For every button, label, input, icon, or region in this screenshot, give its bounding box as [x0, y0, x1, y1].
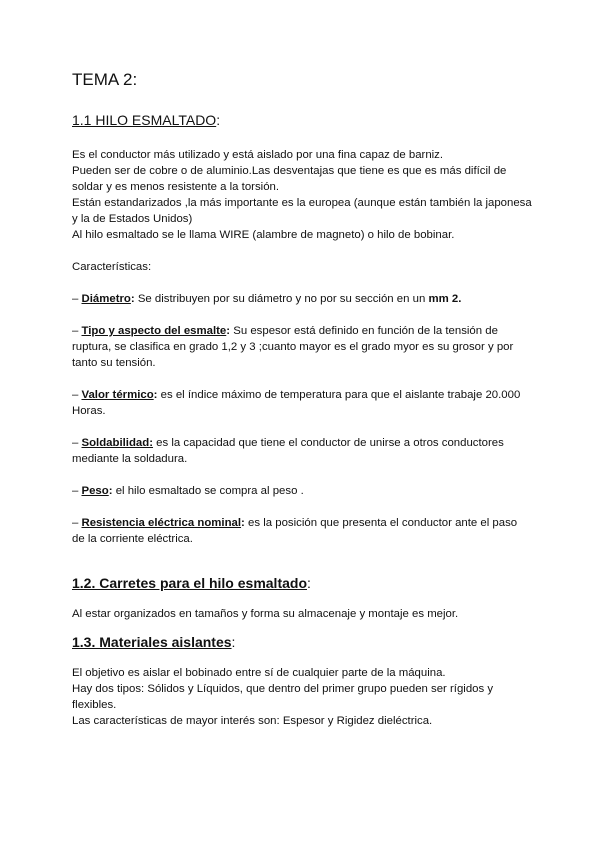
item-term: Resistencia eléctrica nominal: [81, 517, 242, 529]
item-separator: :: [241, 517, 245, 529]
characteristic-item: [72, 515, 532, 547]
characteristic-item: [72, 291, 532, 307]
section-3-heading-text: 1.3. Materiales aislantes: [72, 634, 232, 650]
item-separator: :: [108, 485, 113, 497]
item-separator: :: [153, 389, 158, 401]
section-3-heading-colon: :: [231, 634, 236, 650]
characteristic-item: [72, 435, 532, 467]
section-1-intro-line: Están estandarizados ,la más importante es la europea (aunque están también la japonesa y la de Estados Unidos): [72, 197, 532, 225]
item-dash: –: [72, 389, 82, 401]
section-3-heading: [72, 634, 532, 650]
section-3-body-line: Las características de mayor interés son: Espesor y Rigidez dieléctrica.: [72, 715, 433, 727]
section-1-heading-colon: :: [216, 112, 221, 128]
section-1-heading-text: 1.1 HILO ESMALTADO: [72, 112, 217, 128]
section-2-heading: [72, 575, 532, 591]
item-term: Tipo y aspecto del esmalte: [81, 325, 227, 337]
item-text: Su espesor está definido en función de la tensión de ruptura, se clasifica en grado 1,2 y 3 ;cuanto mayor es el grado myor es su grosor y por tanto su tensión.: [72, 325, 514, 369]
item-text: el hilo esmaltado se compra al peso .: [112, 485, 304, 497]
section-3-body-line: El objetivo es aislar el bobinado entre sí de cualquier parte de la máquina.: [72, 667, 446, 679]
section-1-intro-line: Al hilo esmaltado se le llama WIRE (alambre de magneto) o hilo de bobinar.: [72, 229, 455, 241]
item-separator: :: [226, 325, 231, 337]
item-term: Valor térmico: [81, 389, 154, 401]
section-2-body: Al estar organizados en tamaños y forma su almacenaje y montaje es mejor.: [72, 608, 459, 620]
item-text: es la posición que presenta el conductor ante el paso de la corriente eléctrica.: [72, 517, 518, 545]
document-page: [72, 70, 532, 729]
item-bold-tail: mm 2.: [428, 293, 462, 305]
characteristic-item: [72, 387, 532, 419]
item-term: Peso: [81, 485, 109, 497]
characteristic-item: [72, 483, 532, 499]
item-term: Diámetro: [81, 293, 131, 305]
item-separator: :: [130, 293, 135, 305]
item-text: es la capacidad que tiene el conductor de unirse a otros conductores mediante la soldadura.: [72, 437, 504, 465]
section-2-heading-colon: :: [307, 575, 311, 591]
section-1-intro-line: Pueden ser de cobre o de aluminio.Las desventajas que tiene es que es más difícil de soldar y es menos resistente a la torsión.: [72, 165, 507, 193]
characteristics-label: Características:: [72, 261, 152, 273]
item-dash: –: [72, 517, 82, 529]
item-dash: –: [72, 437, 82, 449]
item-text: es el índice máximo de temperatura para que el aislante trabaje 20.000 Horas.: [72, 389, 521, 417]
item-dash: –: [72, 293, 82, 305]
section-2-heading-text: 1.2. Carretes para el hilo esmaltado: [72, 575, 307, 591]
document-title: TEMA 2:: [72, 70, 138, 89]
item-dash: –: [72, 485, 82, 497]
characteristic-item: [72, 323, 532, 371]
section-1-heading: [72, 112, 532, 128]
item-text: Se distribuyen por su diámetro y no por su sección en un: [134, 293, 429, 305]
section-1-intro-line: Es el conductor más utilizado y está aislado por una fina capaz de barniz.: [72, 149, 444, 161]
section-3-body-line: Hay dos tipos: Sólidos y Líquidos, que dentro del primer grupo pueden ser rígidos y flexibles.: [72, 683, 494, 711]
item-term: Soldabilidad:: [81, 437, 154, 449]
item-dash: –: [72, 325, 82, 337]
